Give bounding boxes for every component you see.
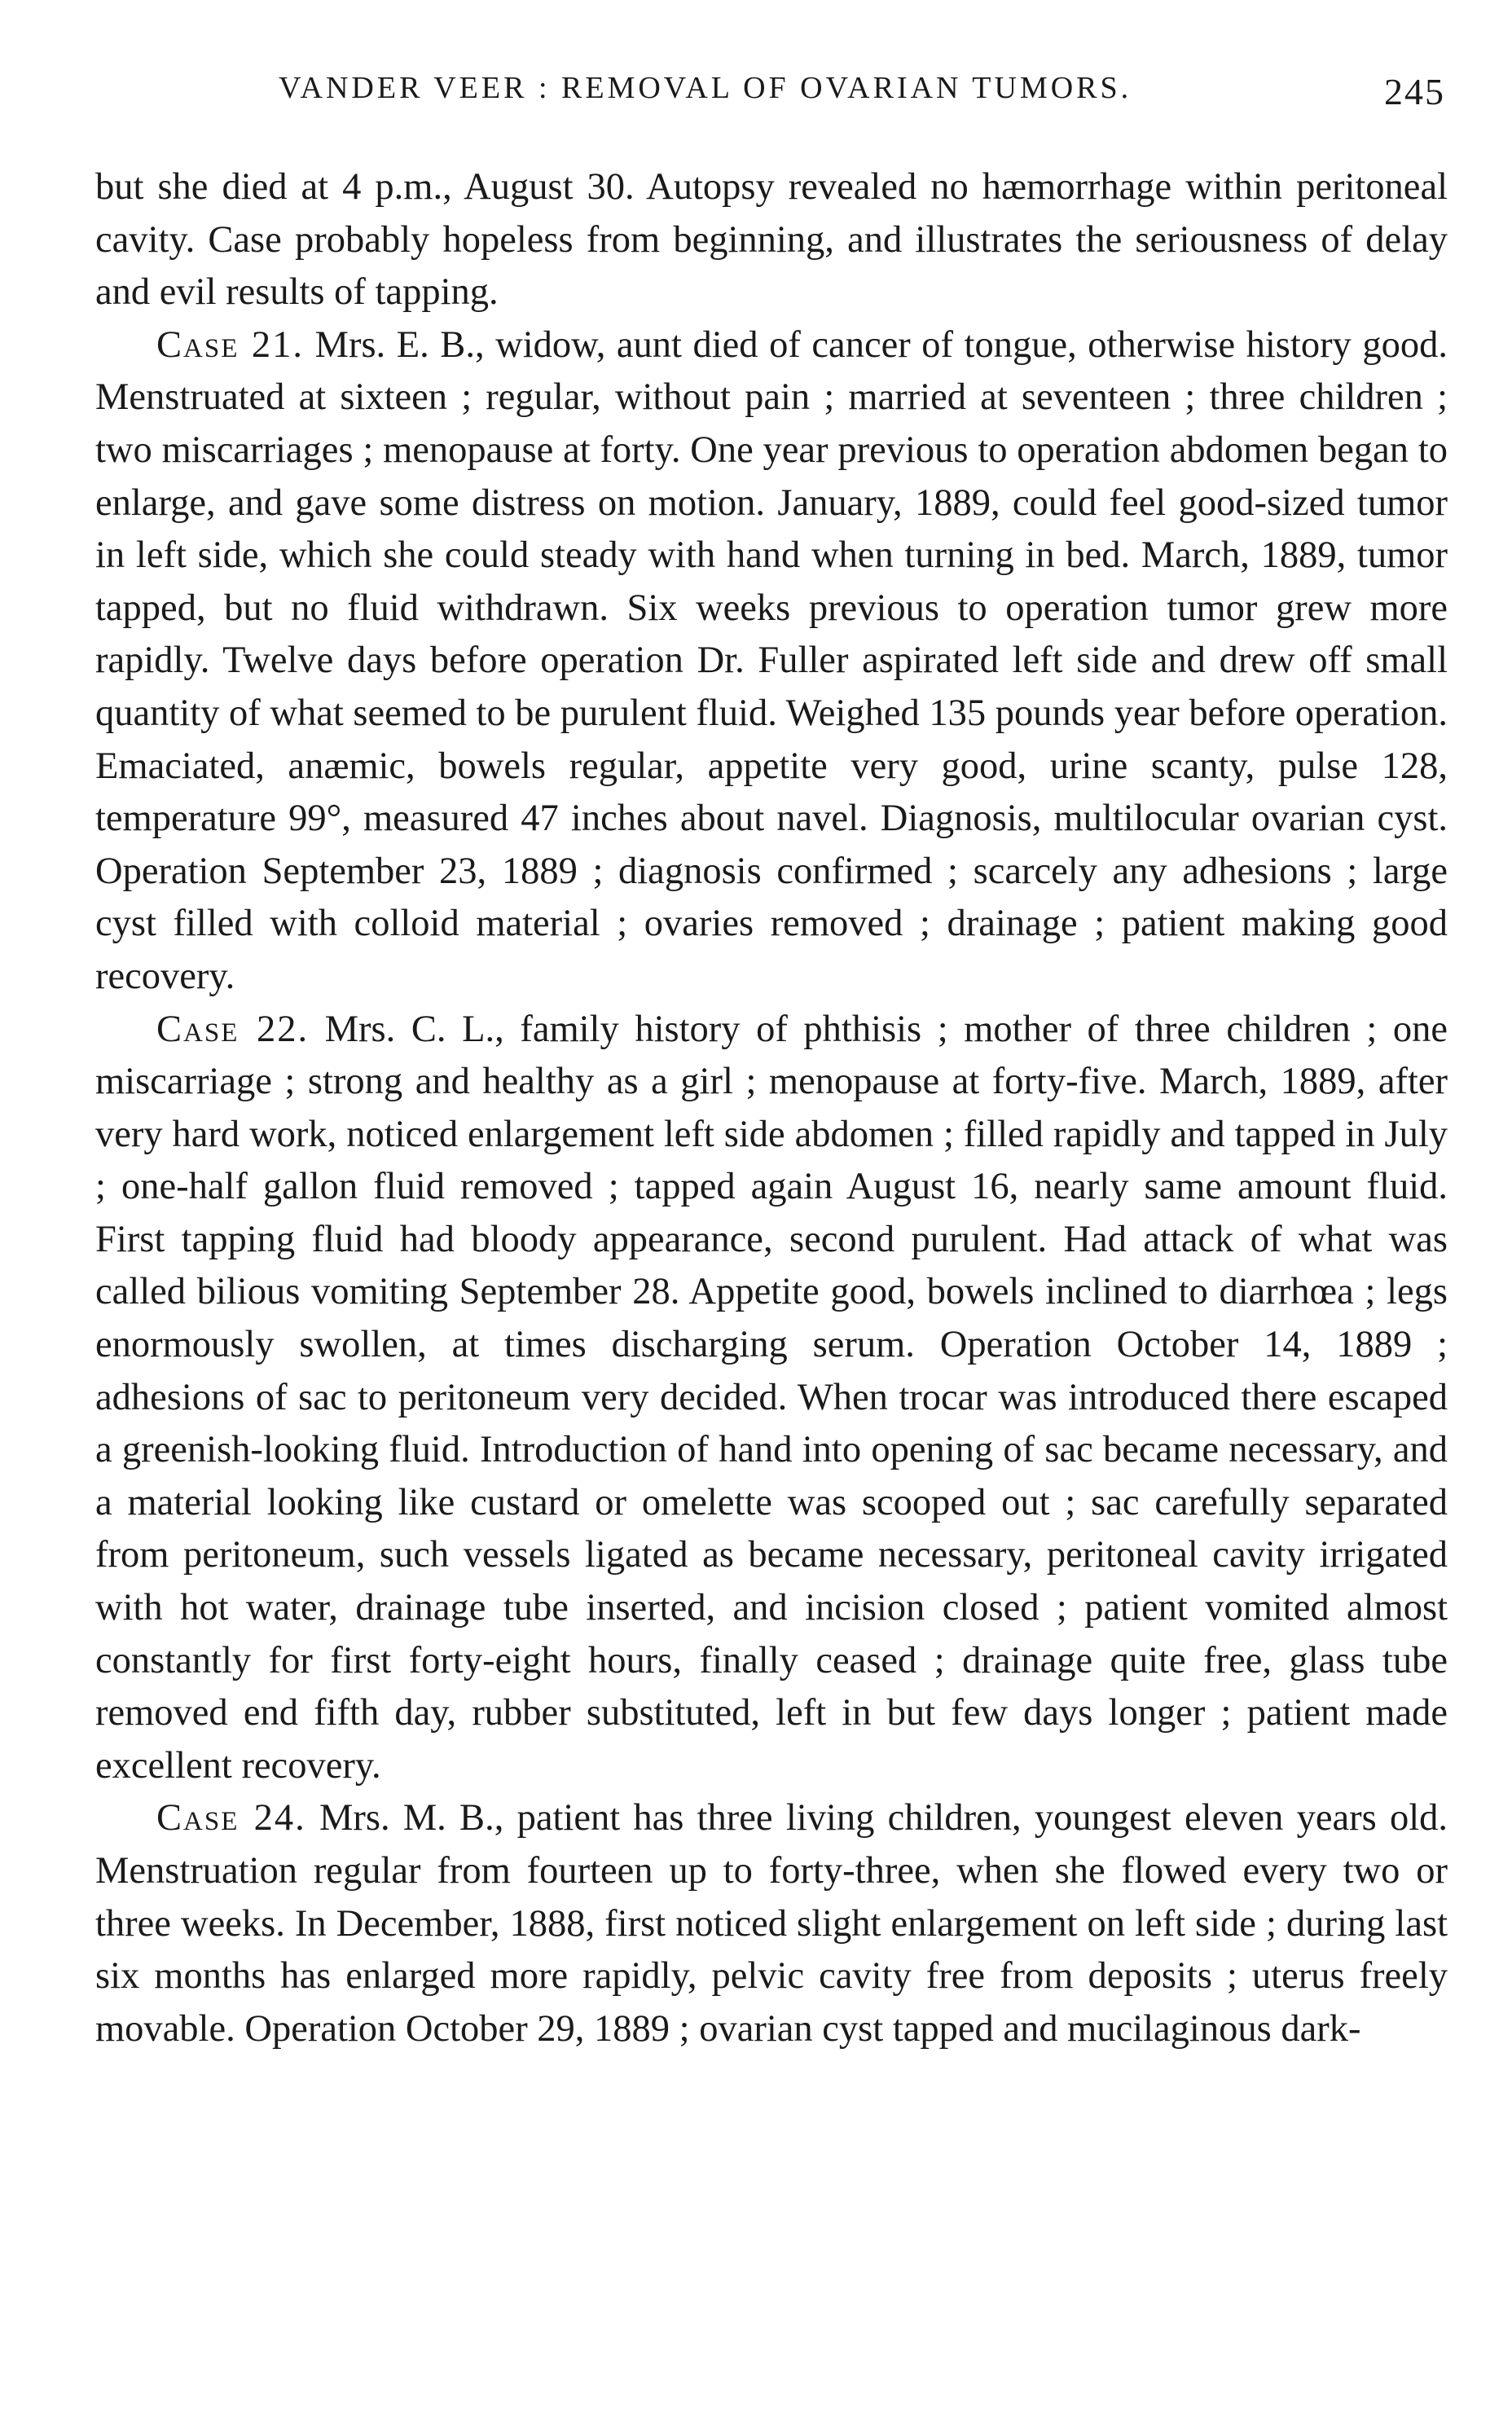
paragraph-text: Mrs. E. B., widow, aunt died of cancer of tongue, otherwise history good. Menstruated at sixteen ; regular, without pain ; married at seventeen ; three children ; two miscarriages ; menopause at forty. One year previous to operation abdomen began to enlarge, and gave some distress on motion. January, 1889, could feel good-sized tumor in left side, which she could steady with hand when turning in bed. March, 1889, tumor tapped, but no fluid withdrawn. Six weeks previous to operation tumor grew more rapidly. Twelve days before operation Dr. Fuller aspirated left side and drew off small quantity of what seemed to be purulent fluid. Weighed 135 pounds year before operation. Emaciated, anæmic, bowels regular, appetite very good, urine scanty, pulse 128, temperature 99°, measured 47 inches about navel. Diagnosis, multilocular ovarian cyst. Operation September 23, 1889 ; diagnosis confirmed ; scarcely any adhesions ; large cyst filled with colloid material ; ovaries removed ; drainage ; patient making good recovery. xyxy=(95,323,1448,997)
paragraph-case-24 xyxy=(95,1792,1448,2055)
paragraph-continuation xyxy=(95,161,1448,319)
paragraph-text: Mrs. C. L., family history of phthisis ; mother of three children ; one miscarriage ; strong and healthy as a girl ; menopause at forty-five. March, 1889, after very hard work, noticed enlargement left side abdomen ; filled rapidly and tapped in July ; one-half gallon fluid removed ; tapped again August 16, nearly same amount fluid. First tapping fluid had bloody appearance, second purulent. Had attack of what was called bilious vomiting September 28. Appetite good, bowels inclined to diarrhœa ; legs enormously swollen, at times discharging serum. Operation October 14, 1889 ; adhesions of sac to peritoneum very decided. When trocar was introduced there escaped a greenish-looking fluid. Introduction of hand into opening of sac became necessary, and a material looking like custard or omelette was scooped out ; sac carefully separated from peritoneum, such vessels ligated as became necessary, peritoneal cavity irrigated with hot water, drainage tube inserted, and incision closed ; patient vomited almost constantly for first forty-eight hours, finally ceased ; drainage quite free, glass tube removed end fifth day, rubber substituted, left in but few days longer ; patient made excellent recovery. xyxy=(95,1008,1448,1787)
case-label: Case 24. xyxy=(156,1797,306,1840)
case-label: Case 22. xyxy=(156,1008,310,1050)
paragraph-text: but she died at 4 p.m., August 30. Autopsy revealed no hæmorrhage within peritoneal cavity. Case probably hopeless from beginning, and illustrates the seriousness of delay and evil results of tapping. xyxy=(95,166,1448,314)
paragraph-text: Mrs. M. B., patient has three living children, youngest eleven years old. Menstruation regular from fourteen up to forty-three, when she flowed every two or three weeks. In December, 1888, first noticed slight enlargement on left side ; during last six months has enlarged more rapidly, pelvic cavity free from deposits ; uterus freely movable. Operation October 29, 1889 ; ovarian cyst tapped and mucilaginous dark- xyxy=(95,1797,1448,2050)
case-label: Case 21. xyxy=(156,323,305,366)
paragraph-case-21 xyxy=(95,319,1448,1004)
body-text xyxy=(95,161,1448,2055)
page-number: 245 xyxy=(1384,71,1445,112)
running-head: VANDER VEER : REMOVAL OF OVARIAN TUMORS. xyxy=(279,71,1132,105)
paragraph-case-22 xyxy=(95,1004,1448,1793)
page-header xyxy=(98,70,1445,127)
